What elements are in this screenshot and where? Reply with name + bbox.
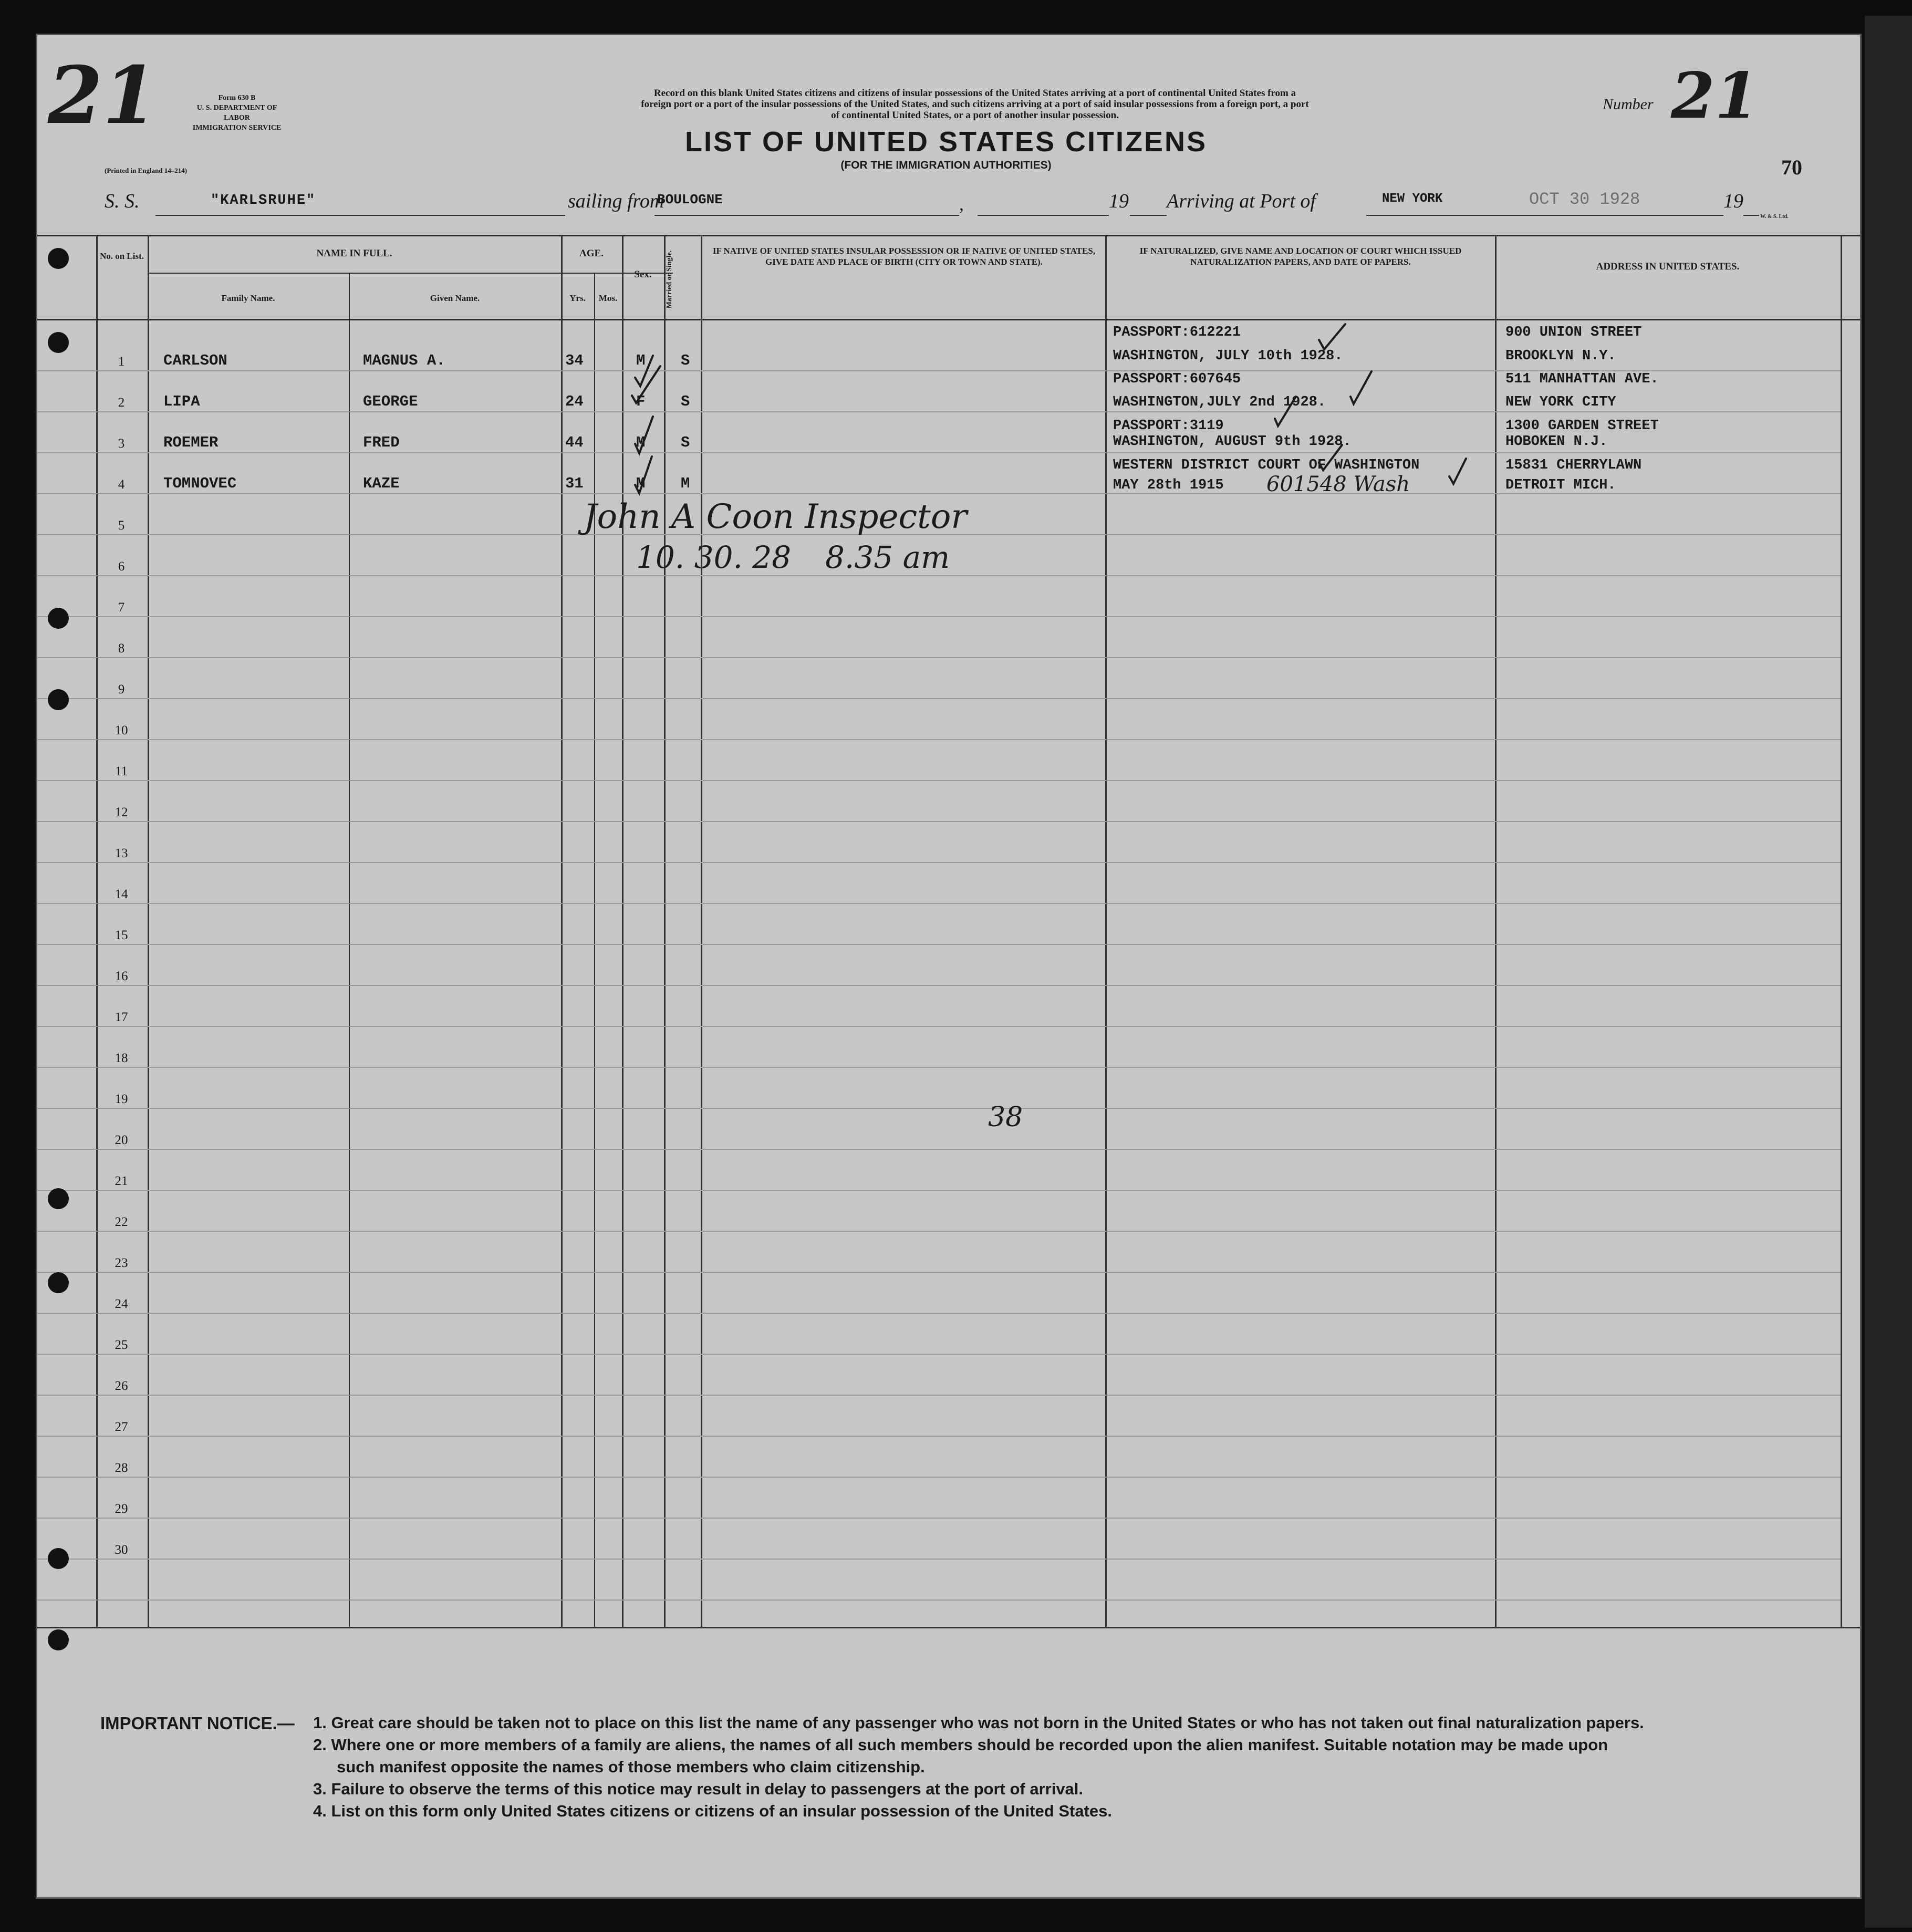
- row-rule: [37, 1231, 1841, 1232]
- row-number: 18: [115, 1051, 128, 1065]
- col-address-header: ADDRESS IN UNITED STATES.: [1596, 261, 1740, 272]
- form-instructions: [418, 88, 1532, 121]
- row-rule: [37, 1313, 1841, 1314]
- row-number: 29: [115, 1502, 128, 1516]
- number-label: Number: [1603, 96, 1654, 113]
- family-name: CARLSON: [163, 352, 227, 369]
- row-number: 21: [115, 1174, 128, 1188]
- col-yrs-header: Yrs.: [569, 293, 586, 303]
- check-icon: [1350, 371, 1371, 404]
- col-age-header: AGE.: [579, 248, 604, 259]
- row-rule: [37, 903, 1841, 904]
- row-number: 5: [118, 518, 125, 533]
- row-rule: [37, 575, 1841, 576]
- check-icon: [1449, 459, 1466, 484]
- row-rule: [37, 1190, 1841, 1191]
- row-number: 9: [118, 682, 125, 697]
- row-rule: [37, 862, 1841, 863]
- col-mos-header: Mos.: [598, 293, 618, 303]
- ss-label: S. S.: [105, 190, 140, 212]
- arriving-label: Arriving at Port of: [1167, 190, 1316, 212]
- row-number: 22: [115, 1215, 128, 1229]
- notice-item: such manifest opposite the names of those members who claim citizenship.: [337, 1758, 925, 1776]
- sailing-label: sailing from: [568, 190, 664, 212]
- printed-in-note: (Printed in England 14–214): [105, 167, 188, 174]
- form-id-block: [184, 93, 289, 133]
- page-subtitle: (FOR THE IMMIGRATION AUTHORITIES): [840, 159, 1052, 171]
- row-rule: [37, 616, 1841, 617]
- page-title: LIST OF UNITED STATES CITIZENS: [685, 126, 1207, 158]
- port-to: NEW YORK: [1382, 192, 1443, 206]
- binder-hole: [48, 248, 69, 269]
- row-rule: [37, 1477, 1841, 1478]
- marital-status: S: [681, 434, 690, 451]
- row-rule: [37, 985, 1841, 986]
- notice-item: 3. Failure to observe the terms of this notice may result in delay to passengers at the port of arrival.: [313, 1780, 1084, 1798]
- naturalization-line: WASHINGTON, AUGUST 9th 1928.: [1113, 434, 1352, 450]
- marital-status: S: [681, 393, 690, 410]
- port-from-underline: [654, 215, 959, 216]
- marital-status: M: [681, 475, 690, 492]
- given-name: FRED: [363, 434, 400, 451]
- col-name-header: NAME IN FULL.: [316, 248, 392, 259]
- arrival-date-stamp: OCT 30 1928: [1529, 190, 1640, 209]
- binder-hole: [48, 689, 69, 710]
- row-number: 2: [118, 396, 125, 410]
- given-name: KAZE: [363, 475, 400, 492]
- row-number: 17: [115, 1010, 128, 1024]
- table-bottom-border: [37, 1627, 1860, 1628]
- row-rule: [37, 739, 1841, 740]
- row-rule: [37, 1272, 1841, 1273]
- row-rule: [37, 657, 1841, 658]
- address-line: HOBOKEN N.J.: [1505, 434, 1608, 450]
- sex: F: [636, 393, 646, 410]
- row-rule: [37, 1149, 1841, 1150]
- sex: M: [636, 434, 646, 451]
- notice-item: 1. Great care should be taken not to place on this list the name of any passenger who was not born in the United States or who has not taken out final naturalization papers.: [313, 1713, 1644, 1732]
- row-number: 25: [115, 1338, 128, 1352]
- ship-underline: [155, 215, 565, 216]
- handwritten-certificate-number: 601548 Wash: [1266, 472, 1410, 496]
- department-name: U. S. DEPARTMENT OF LABOR: [196, 104, 277, 122]
- check-icon: [635, 456, 652, 493]
- address-line: 1300 GARDEN STREET: [1505, 418, 1659, 434]
- col-family-header: Family Name.: [221, 293, 275, 303]
- row-number: 16: [115, 969, 128, 983]
- row-rule: [37, 1354, 1841, 1355]
- sex: M: [636, 475, 646, 492]
- age-years: 44: [565, 434, 584, 451]
- naturalization-line: PASSPORT:607645: [1113, 371, 1241, 387]
- inspector-date: 10. 30. 28: [636, 539, 792, 575]
- naturalization-line: PASSPORT:612221: [1113, 325, 1241, 340]
- number-value: 21: [1671, 59, 1759, 133]
- row-number: 20: [115, 1133, 128, 1147]
- row-rule: [37, 780, 1841, 781]
- naturalization-line: WASHINGTON, JULY 10th 1928.: [1113, 348, 1343, 364]
- given-name: MAGNUS A.: [363, 352, 445, 369]
- year-label-1: 19: [1109, 190, 1129, 212]
- row-number: 30: [115, 1543, 128, 1557]
- notice-label: IMPORTANT NOTICE.—: [100, 1713, 295, 1733]
- row-number: 26: [115, 1379, 128, 1393]
- binder-hole: [48, 1188, 69, 1209]
- naturalization-line: MAY 28th 1915: [1113, 477, 1224, 493]
- age-years: 31: [565, 475, 584, 492]
- ship-name: "KARLSRUHE": [211, 193, 316, 209]
- row-rule: [37, 944, 1841, 945]
- given-name: GEORGE: [363, 393, 418, 410]
- instruction-line: of continental United States, or a port of another insular possession.: [831, 110, 1119, 121]
- col-naturalized-header: IF NATURALIZED, GIVE NAME AND LOCATION OF COURT WHICH ISSUED NATURALIZATION PAPERS, AND DATE OF PAPERS.: [1139, 246, 1462, 267]
- naturalization-line: WASHINGTON,JULY 2nd 1928.: [1113, 394, 1326, 410]
- check-icon: [1275, 397, 1296, 426]
- row-rule: [37, 1395, 1841, 1396]
- row-rule: [37, 1108, 1841, 1109]
- address-line: 900 UNION STREET: [1505, 325, 1642, 340]
- row-rule: [37, 1518, 1841, 1519]
- row-number: 7: [118, 600, 125, 615]
- row-number: 10: [115, 723, 128, 738]
- row-number: 19: [115, 1092, 128, 1106]
- row-number: 3: [118, 437, 125, 451]
- inspector-signature: John A Coon Inspector: [584, 497, 967, 536]
- check-icon: [1319, 445, 1342, 470]
- binder-hole: [48, 1272, 69, 1293]
- instruction-line: foreign port or a port of the insular possessions of the United States, and such citizens arriving at a port of said insular possessions from a foreign port, a port: [641, 99, 1309, 110]
- row-rule: [37, 698, 1841, 699]
- family-name: LIPA: [163, 393, 200, 410]
- handwritten-page-number: 21: [48, 49, 158, 142]
- row-rule: [37, 1599, 1841, 1601]
- row-number: 28: [115, 1461, 128, 1475]
- col-sex-header: Sex.: [634, 269, 652, 280]
- family-name: ROEMER: [163, 434, 219, 451]
- row-number: 8: [118, 641, 125, 656]
- inspector-time: 8.35 am: [825, 539, 950, 575]
- row-rule: [37, 821, 1841, 822]
- row-rule: [37, 1559, 1841, 1560]
- row-number: 27: [115, 1420, 128, 1434]
- row-rule: [37, 1067, 1841, 1068]
- col-married-header: Married or Single.: [666, 250, 673, 309]
- check-icon: [1319, 324, 1345, 349]
- age-years: 24: [565, 393, 584, 410]
- row-number: 12: [115, 805, 128, 819]
- naturalization-line: WESTERN DISTRICT COURT OF WASHINGTON: [1113, 458, 1420, 473]
- col-no-header: No. on List.: [99, 251, 144, 261]
- address-line: DETROIT MICH.: [1505, 477, 1616, 493]
- printer-mark: W. & S. Ltd.: [1760, 214, 1789, 220]
- binder-hole: [48, 1548, 69, 1569]
- row-number: 24: [115, 1297, 128, 1311]
- row-number: 6: [118, 559, 125, 574]
- page-edge-shadow: [1865, 16, 1912, 1928]
- notice-item: 2. Where one or more members of a family are aliens, the names of all such members should be recorded upon the alien manifest. Suitable notation may be made upon: [313, 1736, 1608, 1754]
- instruction-line: Record on this blank United States citizens and citizens of insular possessions of the United States arriving at a port of continental United States from a: [653, 88, 1296, 99]
- binder-hole: [48, 608, 69, 629]
- notice-item: 4. List on this form only United States citizens or citizens of an insular possession of the United States.: [313, 1802, 1112, 1820]
- check-icon: [635, 417, 653, 453]
- port-from: BOULOGNE: [657, 192, 723, 207]
- address-line: 15831 CHERRYLAWN: [1505, 458, 1642, 473]
- row-number: 11: [115, 764, 128, 778]
- col-given-header: Given Name.: [430, 293, 480, 303]
- binder-hole: [48, 1629, 69, 1650]
- family-name: TOMNOVEC: [163, 475, 237, 492]
- date-underline: [978, 215, 1109, 216]
- binder-hole: [48, 332, 69, 353]
- row-rule: [37, 1026, 1841, 1027]
- row-number: 14: [115, 887, 128, 901]
- row-number: 13: [115, 846, 128, 860]
- age-years: 34: [565, 352, 584, 369]
- col-native-header: IF NATIVE OF UNITED STATES INSULAR POSSESSION OR IF NATIVE OF UNITED STATES, GIVE DATE AND PLACE OF BIRTH (CITY OR TOWN AND STATE).: [712, 246, 1096, 267]
- row-number: 15: [115, 928, 128, 942]
- row-number: 1: [118, 355, 125, 369]
- sex: M: [636, 352, 646, 369]
- address-line: NEW YORK CITY: [1505, 394, 1616, 410]
- year-label-2: 19: [1723, 190, 1743, 212]
- service-name: IMMIGRATION SERVICE: [192, 124, 282, 132]
- row-number: 4: [118, 477, 125, 492]
- port-to-underline: [1366, 215, 1723, 216]
- naturalization-line: PASSPORT:3119: [1113, 418, 1224, 434]
- corner-number: 70: [1781, 155, 1802, 179]
- table-top-border: [37, 235, 1860, 236]
- margin-mark: 38: [988, 1102, 1023, 1133]
- row-number: 23: [115, 1256, 128, 1270]
- manifest-sheet: 21 Form 630 B U. S. DEPARTMENT OF LABOR IMMIGRATION SERVICE (Printed in England 14–214) Record on this blank United States citizens and citizens of insular possessions of the United States arriving at a port of continental United States from a foreign port or a port of the insular possessions of the United States, and such citizens arriving at a port of said insular possessions from a foreign port, a port of continental United States, or a port of another insular possession. LIST OF UNITED STATES CITIZENS (FOR THE IMMIGRATION AUTHORITIES) Number 21 70 S. S. "KARLSRUHE" sailing from BOULOGNE , 19 Arriving at Port of NEW YORK OCT 30 1928 19 W. & S. Ltd. No. on List. NAME IN FULL. Family Name. Given Name. AGE. Yrs. Mos. Sex. Married or Single. IF NATIVE OF UNITED STATES INSULAR POSSESSION OR IF NATIVE OF UNITED STATES, GIVE DATE AND PLACE OF BIRTH (CITY OR TOWN AND STATE). IF NATURALIZED, GIVE NAME AND LOCATION OF COURT WHICH ISSUED NATURALIZATION PAPERS, AND DATE OF PAPERS. ADDRESS IN UNITED STATES. 1 2 3 4 5 6 7 8 9 10 11 12 13 14 15 16 17 18 19 20 21 22 23 24 25 26 27 28 29 30 CARLSON MAGNUS A. 34 M S LIPA GEORGE 24 F S ROEMER FRED 44 M S TOMNOVEC KAZE 31 M M PASSPORT:612221 WASHINGTON, JULY 10th 1928. PASSPORT:607645 WASHINGTON,JULY 2nd 1928. PASSPORT:3119 WASHINGTON, AUGUST 9th 1928. WESTERN DISTRICT COURT OF WASHINGTON MAY 28th 1915 601548 Wash 900 UNION STREET BROOKLYN N.Y. 511 MANHATTAN AVE. NEW YORK CITY 1300 GARDEN STREET HOBOKEN N.J. 15831 CHERRYLAWN DETROIT MICH. John A Coon Inspector 10. 30. 28 8.35 am 38 IMPORTANT NOTICE.— 1. Great care should be taken not to place on this list the name of any passenger who was not born in the United States or who has not taken out final naturalization papers. 2. Where one or more members of a family are aliens, the names of all such members should be recorded upon the alien manifest. Suitable notation may be made upon such manifest opposite the names of those members who claim citizenship. 3. Failure to observe the terms of this notice may result in delay to passengers at the port of arrival. 4. List on this form only United States citizens or citizens of an insular possession of the United States.: [36, 34, 1862, 1899]
- form-number: Form 630 B: [218, 94, 256, 102]
- address-line: 511 MANHATTAN AVE.: [1505, 371, 1659, 387]
- address-line: BROOKLYN N.Y.: [1505, 348, 1616, 364]
- row-rule: [37, 1436, 1841, 1437]
- marital-status: S: [681, 352, 690, 369]
